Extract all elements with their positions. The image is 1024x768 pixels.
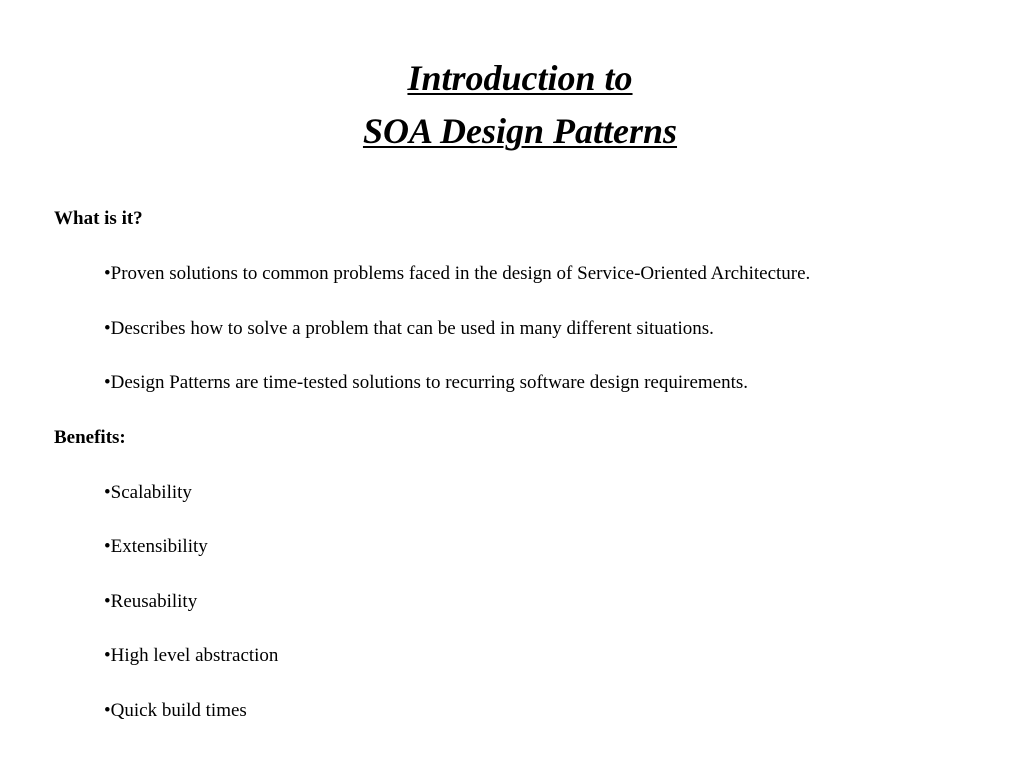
section-heading-benefits: Benefits: [54, 427, 126, 448]
bullet-scalability: •Scalability [104, 482, 192, 503]
bullet-describes-how: •Describes how to solve a problem that can be used in many different situations. [104, 318, 714, 339]
bullet-high-level-abstraction: •High level abstraction [104, 645, 279, 666]
bullet-time-tested: •Design Patterns are time-tested solutions to recurring software design requirements. [104, 372, 749, 393]
bullet-reusability: •Reusability [104, 591, 198, 612]
title-line-2: SOA Design Patterns [362, 111, 678, 151]
bullet-quick-build-times: •Quick build times [104, 700, 247, 721]
slide-title [0, 52, 1024, 158]
section-heading-what-is-it: What is it? [54, 208, 143, 229]
bullet-extensibility: •Extensibility [104, 536, 208, 557]
bullet-proven-solutions: •Proven solutions to common problems faced in the design of Service-Oriented Architecture. [104, 263, 811, 284]
title-line-1: Introduction to [407, 58, 633, 98]
